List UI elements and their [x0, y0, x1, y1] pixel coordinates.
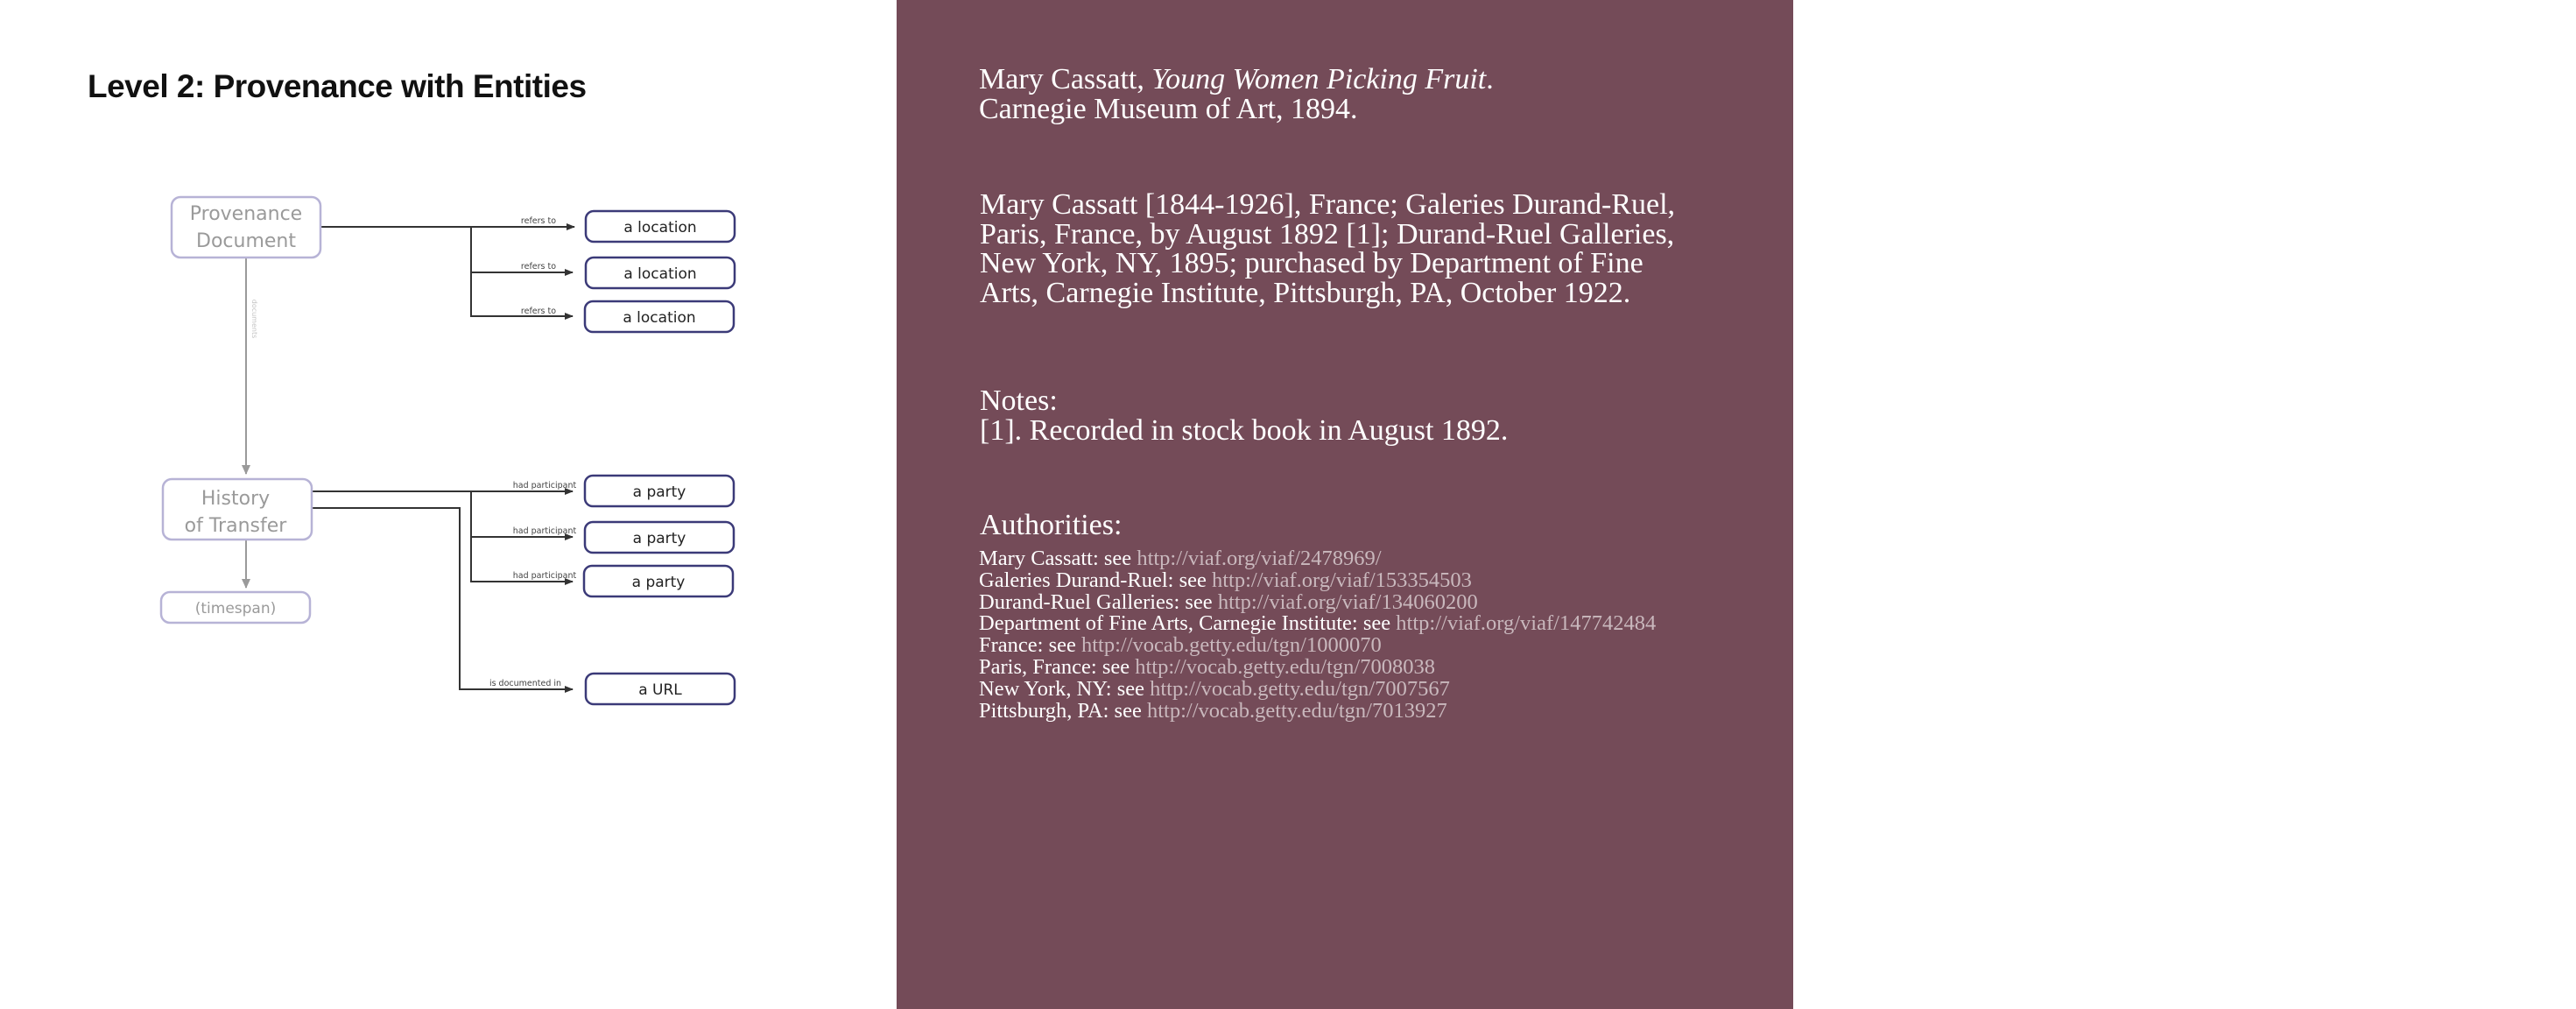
citation-artwork-title: Young Women Picking Fruit: [1151, 63, 1487, 95]
citation-artist: Mary Cassatt,: [979, 63, 1152, 95]
edge-label-documents: documents: [250, 299, 258, 339]
notes-heading: Notes:: [980, 385, 1058, 417]
provenance-diagram: [0, 0, 897, 1009]
authority-row: [979, 676, 1656, 701]
node-provenance-document-line-1: Provenance: [189, 203, 303, 225]
text-panel: [897, 0, 2576, 1009]
authority-label: New York, NY: see: [979, 676, 1151, 701]
authority-row: [979, 570, 1656, 592]
authority-label: Department of Fine Arts, Carnegie Institute: see: [979, 611, 1397, 636]
notes-section: [980, 386, 1508, 445]
node-location-3: [585, 301, 734, 332]
authority-row: [979, 635, 1656, 657]
node-location-1-label: a location: [623, 219, 697, 236]
authority-label: Pittsburgh, PA: see: [979, 698, 1147, 723]
authority-label: Durand-Ruel Galleries: see: [979, 589, 1218, 614]
authorities-list: [979, 548, 1656, 722]
authority-link[interactable]: http://viaf.org/viaf/134060200: [1217, 589, 1478, 614]
node-party-2-label: a party: [632, 530, 686, 547]
authority-link[interactable]: http://vocab.getty.edu/tgn/7007567: [1150, 676, 1450, 701]
note-item: [1]. Recorded in stock book in August 1892.: [980, 413, 1509, 447]
authority-link[interactable]: http://viaf.org/viaf/147742484: [1396, 611, 1657, 636]
page-number: 65: [2557, 949, 2576, 969]
citation-line-1: [979, 65, 1494, 95]
node-history-of-transfer-line-2: of Transfer: [184, 515, 287, 537]
diagram-panel: [0, 0, 897, 1009]
authority-link[interactable]: http://vocab.getty.edu/tgn/7013927: [1146, 698, 1447, 723]
edge-label-had-participant-3: had participant: [512, 571, 577, 581]
authority-label: Mary Cassatt: see: [979, 547, 1137, 570]
edge-label-refers-to-1: refers to: [520, 216, 557, 226]
edge-label-refers-to-2: refers to: [520, 262, 557, 272]
node-url-label: a URL: [638, 681, 682, 699]
authority-link[interactable]: http://viaf.org/viaf/153354503: [1212, 568, 1472, 592]
edge-label-refers-to-3: refers to: [520, 307, 557, 316]
node-party-2: [585, 522, 734, 553]
authority-row: [979, 654, 1656, 679]
provenance-line: Arts, Carnegie Institute, Pittsburgh, PA, October 1922.: [980, 276, 1631, 309]
node-party-1: [585, 476, 734, 506]
node-history-of-transfer: [163, 479, 312, 540]
authority-link[interactable]: http://vocab.getty.edu/tgn/7008038: [1135, 654, 1435, 679]
node-location-2: [586, 258, 735, 288]
artwork-citation: [979, 65, 1494, 124]
node-location-3-label: a location: [623, 309, 696, 327]
node-provenance-document: [172, 197, 320, 258]
authority-row: [979, 698, 1656, 723]
node-location-2-label: a location: [623, 265, 697, 283]
authority-link[interactable]: http://viaf.org/viaf/2478969/: [1137, 547, 1382, 570]
node-timespan: [161, 592, 310, 623]
node-location-1: [586, 211, 735, 242]
citation-museum: Carnegie Museum of Art, 1894.: [979, 93, 1358, 125]
authority-link[interactable]: http://vocab.getty.edu/tgn/1000070: [1081, 633, 1382, 658]
node-url: [586, 674, 735, 704]
node-party-1-label: a party: [632, 483, 686, 501]
authority-row: [979, 589, 1656, 614]
authority-row: [979, 613, 1656, 635]
node-party-3-label: a party: [631, 574, 686, 591]
node-history-of-transfer-line-1: History: [201, 488, 271, 510]
connector-lines: [312, 227, 574, 689]
edge-label-is-documented-in: is documented in: [489, 679, 562, 688]
node-provenance-document-line-2: Document: [196, 230, 296, 252]
citation-period: .: [1486, 63, 1494, 95]
edge-label-had-participant-2: had participant: [512, 526, 577, 536]
edge-label-had-participant-1: had participant: [512, 481, 577, 490]
provenance-line: Mary Cassatt [1844-1926], France; Galeries Durand-Ruel,: [980, 188, 1676, 221]
provenance-line: New York, NY, 1895; purchased by Department of Fine: [980, 247, 1643, 279]
node-timespan-label: (timespan): [194, 600, 277, 617]
authority-label: France: see: [979, 633, 1081, 658]
authority-row: [979, 548, 1656, 570]
authority-label: Paris, France: see: [979, 654, 1136, 679]
provenance-line: Paris, France, by August 1892 [1]; Durand-Ruel Galleries,: [980, 217, 1675, 250]
slide-title: Level 2: Provenance with Entities: [88, 68, 587, 104]
node-party-3: [584, 566, 733, 596]
authority-label: Galeries Durand-Ruel: see: [979, 568, 1212, 592]
authorities-heading: Authorities:: [980, 509, 1123, 541]
provenance-text: [980, 190, 1768, 307]
